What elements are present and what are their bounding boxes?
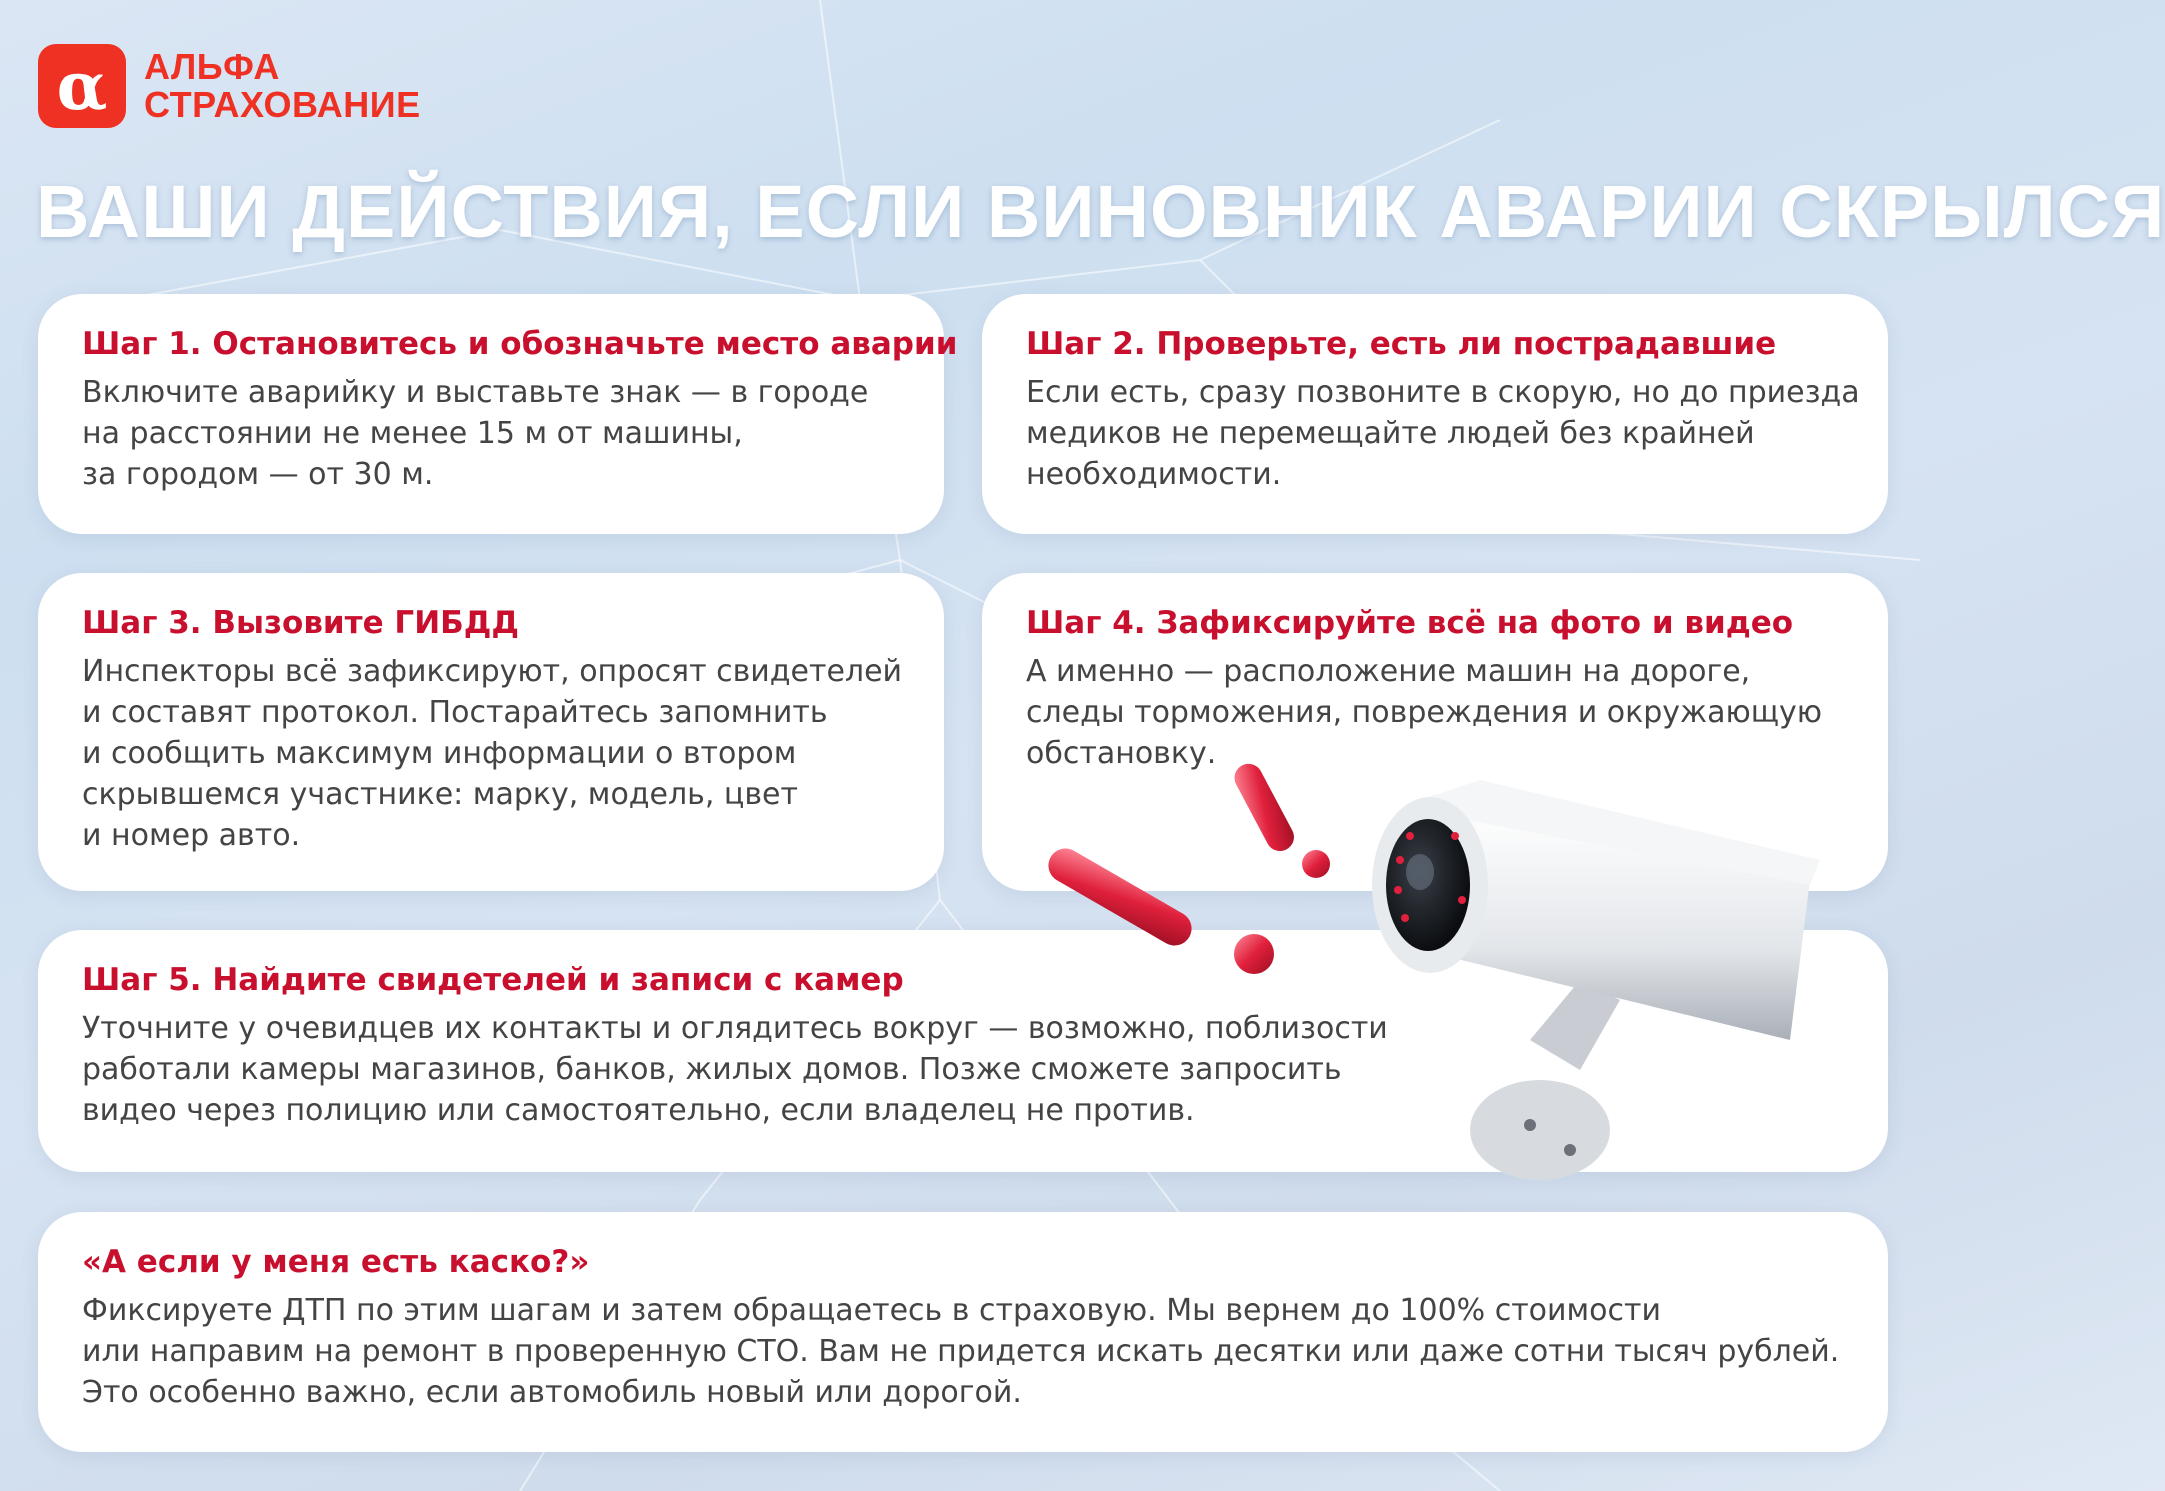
step-text: А именно — расположение машин на дороге, следы торможения, повреждения и окружающую обстановку. xyxy=(1026,654,1822,771)
faq-text: Фиксируете ДТП по этим шагам и затем обращаетесь в страховую. Мы вернем до 100% стоимости или направим на ремонт в проверенную СТО. Вам не придется искать десятки или даже сотни тысяч рублей. Это особенно важно, если автомобиль новый или дорогой. xyxy=(82,1293,1840,1410)
faq-card xyxy=(38,1212,1888,1452)
step-text: Уточните у очевидцев их контакты и оглядитесь вокруг — возможно, поблизости работали камеры магазинов, банков, жилых домов. Позже сможете запросить видео через полицию или самостоятельно, если владелец не против. xyxy=(82,1011,1388,1128)
step-text: Если есть, сразу позвоните в скорую, но до приезда медиков не перемещайте людей без крайней необходимости. xyxy=(1026,375,1860,492)
step-text: Включите аварийку и выставьте знак — в городе на расстоянии не менее 15 м от машины, за городом — от 30 м. xyxy=(82,375,869,492)
page-title: ВАШИ ДЕЙСТВИЯ, ЕСЛИ ВИНОВНИК АВАРИИ СКРЫЛСЯ xyxy=(36,170,2165,253)
security-camera-icon xyxy=(1372,780,1820,1180)
step-card-1 xyxy=(38,294,958,534)
brand-name-line1: АЛЬФА xyxy=(144,46,280,87)
illustration xyxy=(1060,740,1860,1180)
step-title: Шаг 5. Найдите свидетелей и записи с камер xyxy=(82,962,904,998)
step-title: Шаг 4. Зафиксируйте всё на фото и видео xyxy=(1026,605,1794,641)
exclamation-icon xyxy=(1230,759,1330,878)
step-card-3 xyxy=(38,573,944,891)
step-title: Шаг 1. Остановитесь и обозначьте место аварии xyxy=(82,326,958,362)
step-text: Инспекторы всё зафиксируют, опросят свидетелей и составят протокол. Постарайтесь запомнить и сообщить максимум информации о втором скрывшемся участнике: марку, модель, цвет и номер авто. xyxy=(82,654,903,853)
alpha-logo-icon: α xyxy=(38,44,126,128)
step-title: Шаг 2. Проверьте, есть ли пострадавшие xyxy=(1026,326,1777,362)
brand-name-line2: СТРАХОВАНИЕ xyxy=(144,84,421,125)
faq-title: «А если у меня есть каско?» xyxy=(82,1244,590,1280)
brand-logo[interactable] xyxy=(38,44,421,128)
step-card-2 xyxy=(982,294,1888,534)
brand-name xyxy=(144,48,421,124)
step-title: Шаг 3. Вызовите ГИБДД xyxy=(82,605,519,641)
exclamation-icon xyxy=(1042,842,1274,974)
